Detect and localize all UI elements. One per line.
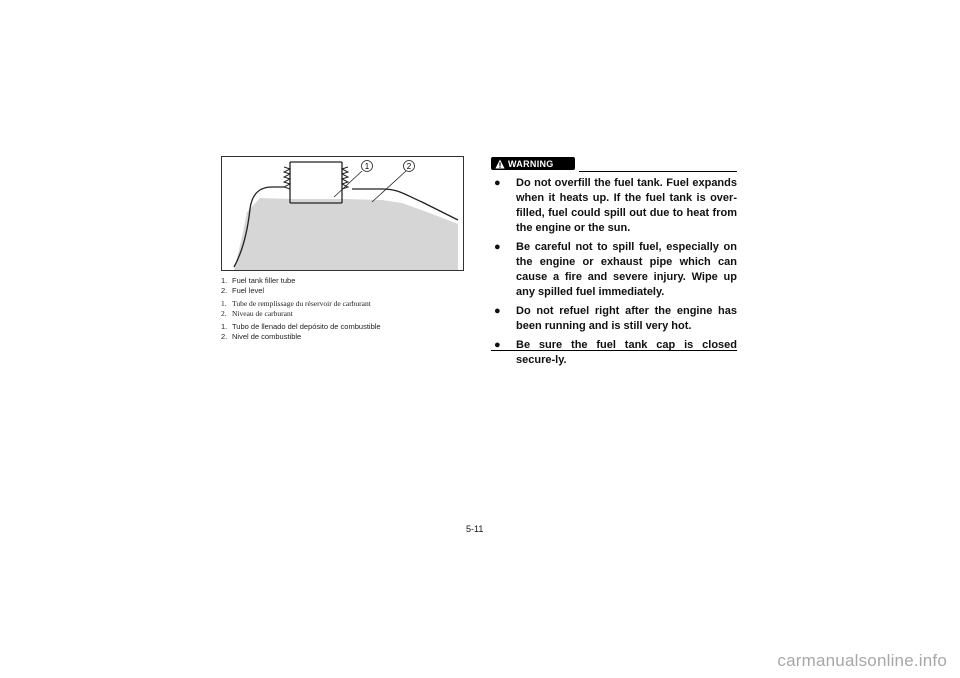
- page-number: 5-11: [466, 524, 484, 534]
- caption-line: [221, 286, 481, 296]
- warning-header-rule: [579, 171, 737, 172]
- caption-number: 2.: [221, 332, 228, 341]
- warning-text: Do not refuel right after the engine has been running and is still very hot.: [516, 305, 737, 332]
- warning-badge: [491, 157, 575, 170]
- warning-end-rule: [491, 350, 737, 351]
- filler-thread-left: [284, 167, 290, 189]
- figure-captions: [221, 276, 481, 345]
- callout-label-1: 1: [364, 162, 370, 171]
- warning-item: [491, 240, 737, 300]
- bullet-icon: ●: [494, 241, 501, 253]
- leader-line-2: [372, 171, 406, 202]
- callout-label-2: 2: [406, 162, 412, 171]
- bullet-icon: ●: [494, 305, 501, 317]
- warning-item: [491, 338, 737, 368]
- warning-header: [491, 157, 737, 173]
- caption-text: Fuel level: [232, 286, 265, 295]
- warning-text: Be sure the fuel tank cap is closed secure-ly.: [516, 339, 737, 366]
- warning-list: [491, 176, 737, 372]
- fuel-fill-area: [234, 198, 458, 270]
- caption-number: 1.: [221, 322, 228, 331]
- captions-spanish: [221, 322, 481, 342]
- caption-line: [221, 332, 481, 342]
- captions-english: [221, 276, 481, 296]
- caption-line: [221, 299, 481, 309]
- caption-line: [221, 276, 481, 286]
- caption-number: 2.: [221, 286, 228, 295]
- warning-text: Do not overfill the fuel tank. Fuel expands when it heats up. If the fuel tank is over-filled, fuel could spill out due to heat from the engine or the sun.: [516, 177, 737, 234]
- caption-number: 1.: [221, 276, 228, 285]
- caption-text: Niveau de carburant: [232, 309, 293, 318]
- watermark: carmanualsonline.info: [777, 651, 947, 670]
- warning-text: Be careful not to spill fuel, especially on the engine or exhaust pipe which can cause a fire and severe injury. Wipe up any spilled fuel immediately.: [516, 241, 737, 298]
- caption-line: [221, 322, 481, 332]
- filler-thread-right: [342, 167, 348, 189]
- warning-item: [491, 304, 737, 334]
- caption-line: [221, 309, 481, 319]
- caption-text: Tubo de llenado del depósito de combustible: [232, 322, 381, 331]
- caption-number: 1.: [221, 299, 227, 308]
- captions-french: [221, 299, 481, 319]
- fuel-tank-illustration: [221, 156, 464, 271]
- warning-triangle-icon: [495, 159, 505, 169]
- warning-label: WARNING: [508, 158, 554, 169]
- caption-text: Nivel de combustible: [232, 332, 302, 341]
- leader-line-1: [334, 171, 362, 197]
- warning-item: [491, 176, 737, 236]
- caption-text: Tube de remplissage du réservoir de carburant: [232, 299, 371, 308]
- caption-text: Fuel tank filler tube: [232, 276, 296, 285]
- bullet-icon: ●: [494, 339, 501, 351]
- caption-number: 2.: [221, 309, 227, 318]
- bullet-icon: ●: [494, 177, 501, 189]
- fuel-tank-diagram: [222, 157, 463, 270]
